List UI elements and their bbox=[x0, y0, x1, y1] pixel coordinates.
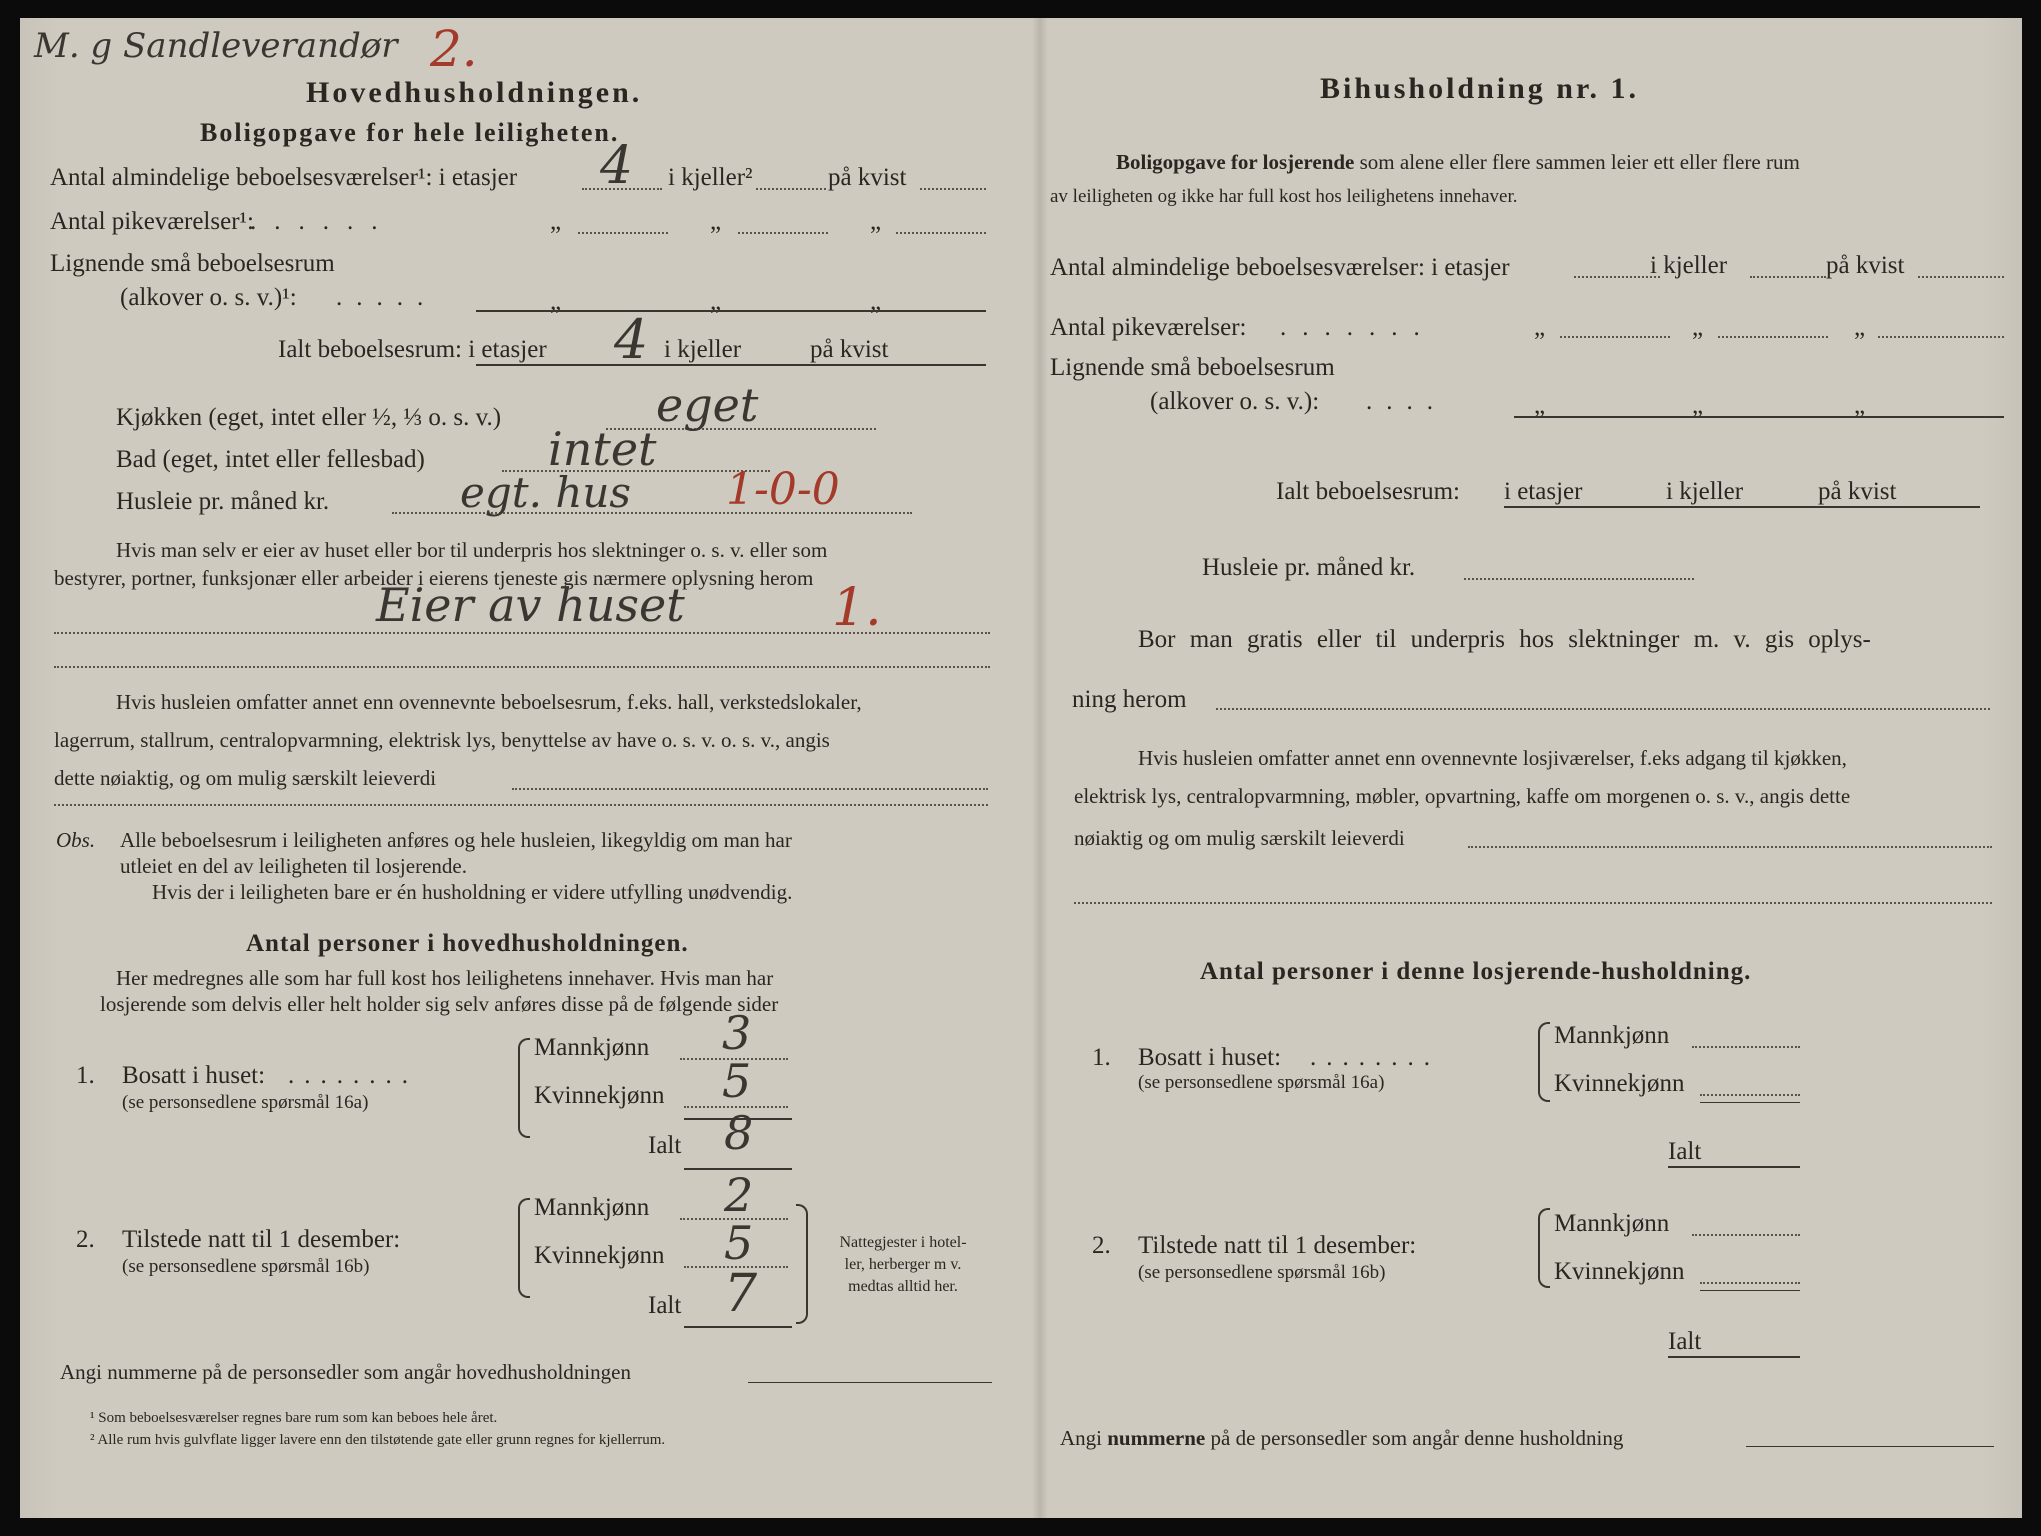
right-pike-ditto-1: „ bbox=[1534, 314, 1546, 341]
alkover-rule bbox=[476, 310, 986, 312]
right-angi-post: på de personsedler som angår denne husholdning bbox=[1210, 1426, 1624, 1450]
right-omfatter-2: elektrisk lys, centralopvarmning, møbler, opvartning, kaffe om morgenen o. s. v., angis dette bbox=[1074, 784, 1851, 808]
right-gratis-1: Bor man gratis eller til underpris hos slektninger m. v. gis oplys- bbox=[1138, 626, 1871, 653]
pike-ditto-3: „ bbox=[870, 208, 882, 235]
persons-1: Her medregnes alle som har full kost hos leilighetens innehaver. Hvis man har bbox=[116, 966, 774, 990]
omfatter-3: dette nøiaktig, og om mulig særskilt leieverdi bbox=[54, 766, 437, 790]
eier-value[interactable]: Eier av huset bbox=[376, 578, 685, 632]
rooms-etasjer-value[interactable]: 4 bbox=[600, 136, 634, 196]
nattegjester-brace bbox=[796, 1204, 808, 1324]
right-tilstede-brace bbox=[1538, 1208, 1550, 1288]
tilstede-ialt-value[interactable]: 7 bbox=[724, 1264, 758, 1324]
right-title: Bihusholdning nr. 1. bbox=[1320, 72, 1640, 105]
obs-3: Hvis der i leiligheten bare er én husholdning er videre utfylling unødvendig. bbox=[152, 880, 793, 904]
right-gratis-line bbox=[1216, 708, 1990, 710]
left-title: Hovedhusholdningen. bbox=[306, 76, 643, 109]
ialt-label: Ialt beboelsesrum: i etasjer bbox=[278, 336, 547, 363]
bosatt-kvinne-label: Kvinnekjønn bbox=[534, 1082, 665, 1109]
right-husleie-line bbox=[1464, 578, 1694, 580]
right-alk-ditto-3: „ bbox=[1854, 392, 1866, 419]
right-tilstede-num: 2. bbox=[1092, 1232, 1111, 1259]
tilstede-mann-label: Mannkjønn bbox=[534, 1194, 650, 1221]
tilstede-ialt-rule bbox=[684, 1326, 792, 1328]
tilstede-label: Tilstede natt til 1 desember: bbox=[122, 1226, 401, 1253]
tilstede-brace bbox=[518, 1198, 530, 1298]
right-angi-pre: Angi bbox=[1060, 1426, 1102, 1450]
alk-ditto-1: „ bbox=[550, 288, 562, 315]
right-omfatter-line-2 bbox=[1074, 902, 1992, 904]
bosatt-mann-value[interactable]: 3 bbox=[722, 1006, 752, 1060]
right-bolig-2: av leiligheten og ikke har full kost hos leilighetens innehaver. bbox=[1050, 186, 1518, 207]
right-omfatter-line-1 bbox=[1468, 846, 1992, 848]
pike-label: Antal pikeværelser¹: bbox=[50, 208, 254, 235]
right-pike-line-3 bbox=[1878, 336, 2004, 338]
bosatt-ialt-value[interactable]: 8 bbox=[724, 1106, 754, 1160]
page-fold bbox=[1032, 18, 1048, 1518]
right-bosatt-sub: (se personsedlene spørsmål 16a) bbox=[1138, 1072, 1385, 1093]
tilstede-kvinne-label: Kvinnekjønn bbox=[534, 1242, 665, 1269]
right-tilstede-ialt-label: Ialt bbox=[1668, 1328, 1702, 1355]
right-alkover-rule bbox=[1514, 416, 2004, 418]
right-ialt-kjeller: i kjeller bbox=[1666, 478, 1744, 505]
tilstede-kvinne-value[interactable]: 5 bbox=[724, 1216, 754, 1270]
tilstede-num: 2. bbox=[76, 1226, 95, 1253]
right-tilstede-mann-label: Mannkjønn bbox=[1554, 1210, 1670, 1237]
corner-note: M. g Sandleverandør bbox=[34, 26, 398, 66]
obs-1: Alle beboelsesrum i leiligheten anføres og hele husleien, likegyldig om man har bbox=[120, 828, 792, 852]
right-kvist-label: på kvist bbox=[1826, 252, 1905, 279]
ialt-rule bbox=[476, 364, 986, 366]
ialt-kvist-label: på kvist bbox=[810, 336, 889, 363]
kvist-line bbox=[920, 188, 986, 190]
right-bosatt-dots: ........ bbox=[1310, 1044, 1440, 1071]
eier-line-2 bbox=[54, 666, 990, 668]
pike-ditto-2: „ bbox=[710, 208, 722, 235]
right-tilstede-kvinne-line bbox=[1700, 1282, 1800, 1284]
bosatt-ialt-label: Ialt bbox=[648, 1132, 682, 1159]
bosatt-brace bbox=[518, 1038, 530, 1138]
right-alkover-dots: .... bbox=[1366, 388, 1447, 415]
tilstede-ialt-label: Ialt bbox=[648, 1292, 682, 1319]
eier-line-1 bbox=[54, 632, 990, 634]
right-bosatt-num: 1. bbox=[1092, 1044, 1111, 1071]
right-pike-ditto-2: „ bbox=[1692, 314, 1704, 341]
right-pike-line-2 bbox=[1718, 336, 1828, 338]
rooms-label: Antal almindelige beboelsesværelser¹: i etasjer bbox=[50, 164, 518, 191]
ialt-etasjer-value[interactable]: 4 bbox=[614, 308, 649, 371]
right-tilstede-ialt-rule bbox=[1668, 1356, 1800, 1358]
omfatter-2: lagerrum, stallrum, centralopvarmning, elektrisk lys, benyttelse av have o. s. v. o. s. v., angis bbox=[54, 728, 830, 752]
right-tilstede-mann-line bbox=[1692, 1234, 1800, 1236]
kvist-label: på kvist bbox=[828, 164, 907, 191]
right-alk-ditto-2: „ bbox=[1692, 392, 1704, 419]
obs-2: utleiet en del av leiligheten til losjerende. bbox=[120, 854, 467, 878]
left-angi: Angi nummerne på de personsedler som angår hovedhusholdningen bbox=[60, 1360, 631, 1384]
persons-2: losjerende som delvis eller helt holder sig selv anføres disse på de følgende sider bbox=[100, 992, 779, 1016]
footnote-1: ¹ Som beboelsesværelser regnes bare rum som kan beboes hele året. bbox=[90, 1410, 498, 1426]
right-bosatt-ialt-label: Ialt bbox=[1668, 1138, 1702, 1165]
kjeller-label: i kjeller² bbox=[668, 164, 753, 191]
nattegjester-3: medtas alltid her. bbox=[848, 1278, 958, 1295]
right-kjeller-line bbox=[1750, 276, 1826, 278]
corner-number: 2. bbox=[430, 20, 478, 78]
right-tilstede-kvinne-label: Kvinnekjønn bbox=[1554, 1258, 1685, 1285]
right-alkover-label: (alkover o. s. v.): bbox=[1150, 388, 1320, 415]
nattegjester-1: Nattegjester i hotel- bbox=[839, 1234, 967, 1251]
nattegjester-2: ler, herberger m v. bbox=[844, 1256, 962, 1273]
tilstede-mann-value[interactable]: 2 bbox=[724, 1168, 754, 1222]
pike-dots: ...... bbox=[250, 208, 396, 235]
alk-ditto-2: „ bbox=[710, 288, 722, 315]
right-gratis-2: ning herom bbox=[1072, 686, 1187, 713]
census-form-sheet bbox=[20, 18, 2022, 1518]
right-bolig-rest: som alene eller flere sammen leier ett eller flere rum bbox=[1359, 150, 1800, 174]
right-lignende-label: Lignende små beboelsesrum bbox=[1050, 354, 1335, 381]
omfatter-line-1 bbox=[512, 788, 988, 790]
bosatt-sub: (se personsedlene spørsmål 16a) bbox=[122, 1092, 369, 1113]
bosatt-mann-label: Mannkjønn bbox=[534, 1034, 650, 1061]
ialt-kjeller-label: i kjeller bbox=[664, 336, 742, 363]
left-persons-title: Antal personer i hovedhusholdningen. bbox=[246, 930, 689, 957]
bosatt-dots: ........ bbox=[288, 1062, 418, 1089]
right-kvist-line bbox=[1918, 276, 2004, 278]
bad-value[interactable]: intet bbox=[548, 422, 657, 476]
right-tilstede-label: Tilstede natt til 1 desember: bbox=[1138, 1232, 1417, 1259]
right-angi-bold: nummerne bbox=[1107, 1426, 1206, 1450]
right-pike-ditto-3: „ bbox=[1854, 314, 1866, 341]
right-pike-line-1 bbox=[1560, 336, 1670, 338]
right-persons-title: Antal personer i denne losjerende-husholdning. bbox=[1200, 958, 1752, 985]
eier-text-2: bestyrer, portner, funksjonær eller arbeider i eierens tjeneste gis nærmere oplysning herom bbox=[54, 566, 814, 590]
bosatt-num: 1. bbox=[76, 1062, 95, 1089]
right-bosatt-ialt-rule bbox=[1668, 1166, 1800, 1168]
right-alk-ditto-1: „ bbox=[1534, 392, 1546, 419]
right-bosatt-sum-rule bbox=[1700, 1102, 1800, 1103]
omfatter-line-2 bbox=[54, 804, 988, 806]
right-ialt-label: Ialt beboelsesrum: bbox=[1276, 478, 1460, 505]
tilstede-sub: (se personsedlene spørsmål 16b) bbox=[122, 1256, 370, 1277]
kjokken-value[interactable]: eget bbox=[656, 378, 759, 432]
pike-line-2 bbox=[738, 232, 828, 234]
right-bosatt-brace bbox=[1538, 1022, 1550, 1102]
right-bosatt-mann-label: Mannkjønn bbox=[1554, 1022, 1670, 1049]
right-kjeller-label: i kjeller bbox=[1650, 252, 1728, 279]
bosatt-label: Bosatt i huset: bbox=[122, 1062, 266, 1089]
bad-label: Bad (eget, intet eller fellesbad) bbox=[116, 446, 425, 473]
husleie-value[interactable]: egt. hus bbox=[460, 468, 631, 517]
eier-text-1: Hvis man selv er eier av huset eller bor til underpris hos slektninger o. s. v. eller som bbox=[116, 538, 828, 562]
footnote-2: ² Alle rum hvis gulvflate ligger lavere enn den tilstøtende gate eller grunn regnes for kjellerrum. bbox=[90, 1432, 666, 1448]
right-bosatt-label: Bosatt i huset: bbox=[1138, 1044, 1282, 1071]
right-husleie-label: Husleie pr. måned kr. bbox=[1202, 554, 1416, 581]
right-rooms-label: Antal almindelige beboelsesværelser: i etasjer bbox=[1050, 254, 1510, 281]
pike-ditto-1: „ bbox=[550, 208, 562, 235]
alk-ditto-3: „ bbox=[870, 288, 882, 315]
right-omfatter-3: nøiaktig og om mulig særskilt leieverdi bbox=[1074, 826, 1405, 850]
right-etasjer-line bbox=[1574, 276, 1660, 278]
kjokken-label: Kjøkken (eget, intet eller ½, ⅓ o. s. v.) bbox=[116, 404, 502, 431]
right-tilstede-sum-rule bbox=[1700, 1290, 1800, 1291]
pike-line-3 bbox=[896, 232, 986, 234]
obs-label: Obs. bbox=[56, 828, 96, 852]
right-bolig-bold: Boligopgave for losjerende bbox=[1116, 150, 1355, 174]
right-ialt-rule bbox=[1504, 506, 1980, 508]
left-subtitle: Boligopgave for hele leiligheten. bbox=[200, 118, 620, 147]
right-pike-label: Antal pikeværelser: bbox=[1050, 314, 1247, 341]
right-bosatt-mann-line bbox=[1692, 1046, 1800, 1048]
right-ialt-kvist: på kvist bbox=[1818, 478, 1897, 505]
eier-value-red[interactable]: 1. bbox=[832, 578, 882, 638]
right-bosatt-kvinne-line bbox=[1700, 1094, 1800, 1096]
right-tilstede-sub: (se personsedlene spørsmål 16b) bbox=[1138, 1262, 1386, 1283]
right-pike-dots: ....... bbox=[1280, 314, 1436, 341]
right-bosatt-kvinne-label: Kvinnekjønn bbox=[1554, 1070, 1685, 1097]
left-angi-line bbox=[748, 1382, 992, 1383]
husleie-value-red[interactable]: 1-0-0 bbox=[726, 464, 840, 515]
husleie-label: Husleie pr. måned kr. bbox=[116, 488, 330, 515]
lignende-label: Lignende små beboelsesrum bbox=[50, 250, 335, 277]
omfatter-1: Hvis husleien omfatter annet enn ovennevnte beboelsesrum, f.eks. hall, verkstedslokaler, bbox=[116, 690, 862, 714]
right-ialt-etasjer: i etasjer bbox=[1504, 478, 1583, 505]
kjeller-line bbox=[756, 188, 826, 190]
alkover-label: (alkover o. s. v.)¹: bbox=[120, 284, 297, 311]
alkover-dots: ..... bbox=[336, 284, 438, 311]
bosatt-kvinne-value[interactable]: 5 bbox=[722, 1054, 752, 1108]
right-angi-line bbox=[1746, 1446, 1994, 1447]
right-omfatter-1: Hvis husleien omfatter annet enn ovennevnte losjiværelser, f.eks adgang til kjøkken, bbox=[1138, 746, 1847, 770]
pike-line-1 bbox=[578, 232, 668, 234]
